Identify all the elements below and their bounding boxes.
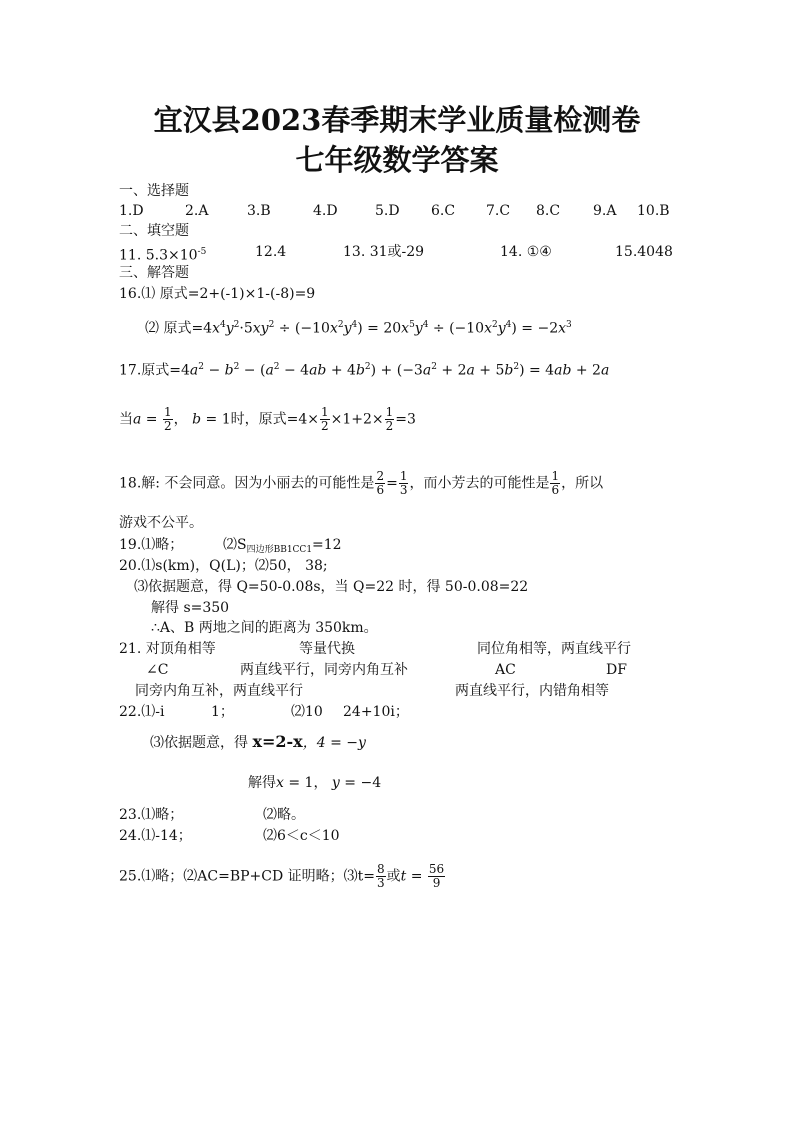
answer-21-row1: 21. 对顶角相等 等量代换 同位角相等，两直线平行 xyxy=(119,641,631,657)
answer-20-line3: 解得 s=350 xyxy=(151,600,230,616)
choice-answer: 7.C xyxy=(486,203,511,219)
answer-18-line1: 18.解: 不会同意。因为小丽去的可能性是 $\frac{2}{6}$ = $\frac{1}{3}$ ，而小芳去的可能性是 $\frac{1}{6}$ ，所以 xyxy=(119,469,604,497)
fill-answers-row xyxy=(119,243,679,264)
choice-answer: 2.A xyxy=(185,203,209,219)
section-heading-choice: 一、选择题 xyxy=(119,183,189,199)
answer-16-part1: 16.⑴ 原式=2+(-1)×1-(-8)=9 xyxy=(119,286,316,302)
answer-24: 24.⑴-14； ⑵6＜c＜10 xyxy=(119,828,340,844)
answer-17-evaluation: 当a = $\frac{1}{2}$ ， b = 1时，原式=4× $\frac{1}{2}$ ×1+2× $\frac{1}{2}$ =3 xyxy=(119,405,416,433)
answer-18-line2: 游戏不公平。 xyxy=(119,515,203,531)
fill-answer-15: 15.4048 xyxy=(615,244,673,260)
choice-answer: 6.C xyxy=(431,203,456,219)
section-heading-fill: 二、填空题 xyxy=(119,223,189,239)
answer-17-expression: 17.原式$=4a^2 - b^2 - (a^2 - 4ab + 4b^2) + (-3a^2 + 2a + 5b^2) = 4ab + 2a$ xyxy=(119,362,610,379)
answer-22-line2: ⑶依据题意，得 x=2-x，4 = −y xyxy=(150,732,366,751)
page-title: 宜汉县2023春季期末学业质量检测卷 xyxy=(153,103,641,137)
answer-22-solution: 解得x = 1， y = −4 xyxy=(248,775,382,791)
section-heading-solve: 三、解答题 xyxy=(119,265,189,281)
answer-20-line1: 20.⑴s(km)，Q(L)；⑵50， 38; xyxy=(119,558,328,574)
choice-answer: 4.D xyxy=(313,203,338,219)
answer-20-line2: ⑶依据题意，得 Q=50-0.08s，当 Q=22 时，得 50-0.08=22 xyxy=(134,579,529,595)
fill-answer-11: 11. $5.3\times 10^{-5}$ xyxy=(119,247,207,264)
choice-answer: 8.C xyxy=(536,203,561,219)
page-subtitle: 七年级数学答案 xyxy=(295,143,499,177)
answer-16-part2: ⑵ 原式$=4x^4y^2\cdot 5xy^2 \div (-10x^2y^4) = 20x^5y^4 \div (-10x^2y^4) = -2x^3$ xyxy=(145,320,572,337)
answer-22-line1: 22.⑴-i 1； ⑵10 24+10i； xyxy=(119,704,409,720)
choice-answers-row xyxy=(119,202,679,220)
answer-20-line4: ∴A、B 两地之间的距离为 350km。 xyxy=(151,620,378,636)
answer-19: 19.⑴略； $⑵S_{四边形BB1CC1}=12$ xyxy=(119,537,342,555)
answer-21-row3: 同旁内角互补，两直线平行 两直线平行，内错角相等 xyxy=(135,683,609,699)
fill-answer-12: 12.4 xyxy=(255,244,287,260)
fill-answer-14: 14. ①④ xyxy=(500,244,552,260)
choice-answer: 1.D xyxy=(119,203,144,219)
choice-answer: 10.B xyxy=(637,203,670,219)
answer-25: 25.⑴略；⑵AC=BP+CD 证明略；⑶t= $\frac{8}{3}$ 或t = $\frac{56}{9}$ xyxy=(119,862,445,890)
fill-answer-13: 13. 31或-29 xyxy=(343,244,425,260)
choice-answer: 3.B xyxy=(247,203,271,219)
answer-23: 23.⑴略； ⑵略。 xyxy=(119,807,305,823)
answer-21-row2: ∠C 两直线平行，同旁内角互补 AC DF xyxy=(146,662,627,678)
choice-answer: 5.D xyxy=(375,203,400,219)
choice-answer: 9.A xyxy=(593,203,617,219)
